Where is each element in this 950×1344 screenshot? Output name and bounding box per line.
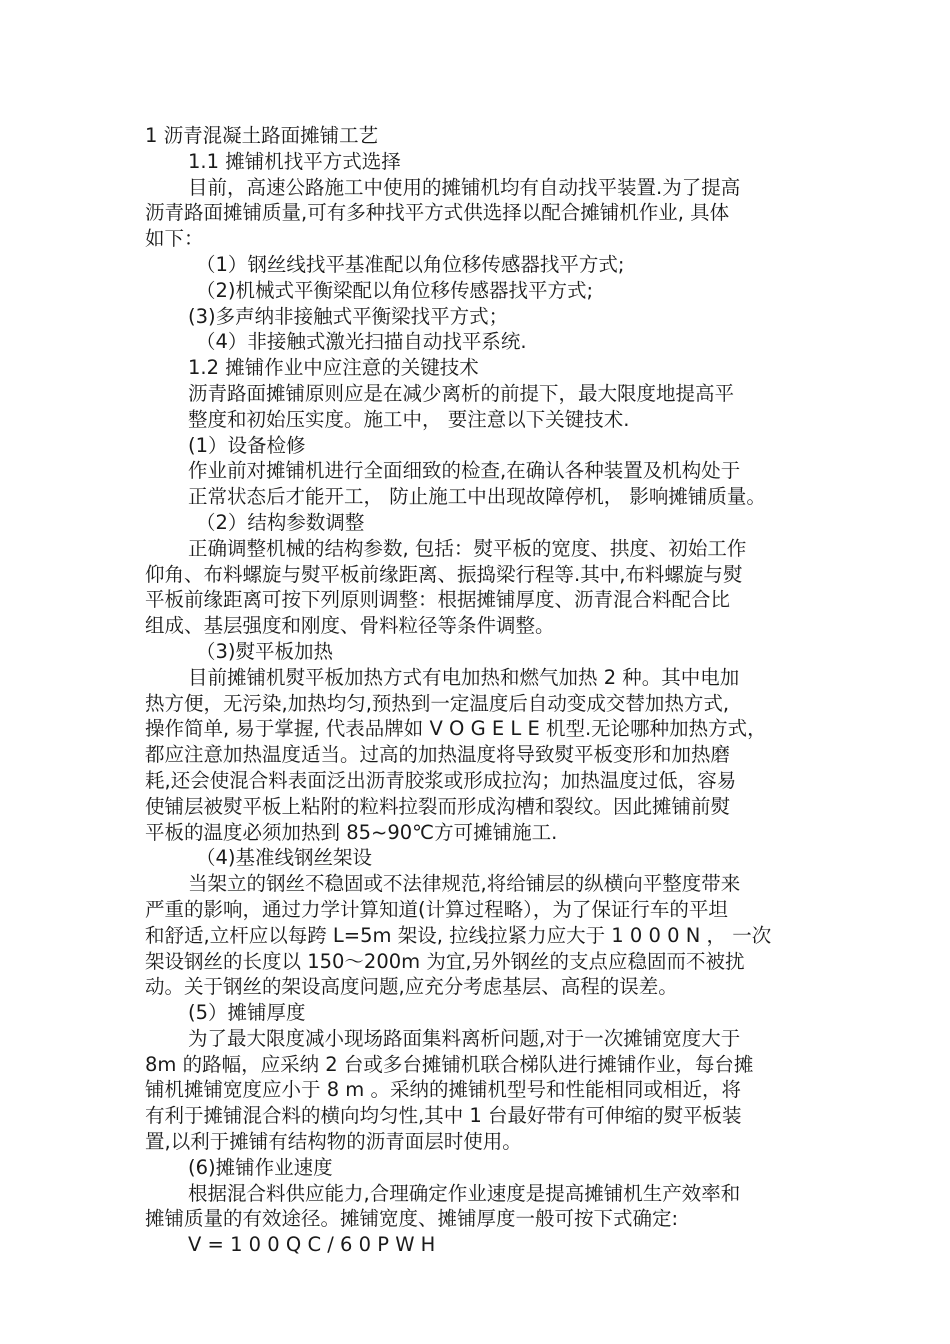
text-line: 为了最大限度减小现场路面集料离析问题,对于一次摊铺宽度大于 — [188, 1026, 741, 1050]
text-line: 正确调整机械的结构参数, 包括：熨平板的宽度、拱度、初始工作 — [188, 536, 747, 560]
text-line: 目前，高速公路施工中使用的摊铺机均有自动找平装置.为了提高 — [188, 175, 741, 199]
text-line: 置,以利于摊铺有结构物的沥青面层时使用。 — [145, 1130, 522, 1154]
text-line: 目前摊铺机熨平板加热方式有电加热和燃气加热 2 种。其中电加 — [188, 665, 740, 689]
text-line: 1.1 摊铺机找平方式选择 — [188, 149, 401, 173]
text-line: 操作简单, 易于掌握, 代表品牌如 V O G E L E 机型.无论哪种加热方式， — [145, 717, 767, 741]
text-line: 和舒适,立杆应以每跨 L=5m 架设, 拉线拉紧力应大于 1 0 0 0 N ， 一次 — [145, 923, 772, 947]
text-line: 8m 的路幅，应采纳 2 台或多台摊铺机联合梯队进行摊铺作业，每台摊 — [145, 1052, 754, 1076]
text-line: V = 1 0 0 Q C / 6 0 P W H — [188, 1233, 436, 1257]
text-line: 动。关于钢丝的架设高度问题,应充分考虑基层、高程的误差。 — [145, 975, 678, 999]
text-line: 当架立的钢丝不稳固或不法律规范,将给铺层的纵横向平整度带来 — [188, 872, 741, 896]
text-line: 都应注意加热温度适当。过高的加热温度将导致熨平板变形和加热磨 — [145, 743, 731, 767]
text-line: 耗,还会使混合料表面泛出沥青胶浆或形成拉沟；加热温度过低，容易 — [145, 768, 737, 792]
text-line: 热方便，无污染,加热均匀,预热到一定温度后自动变成交替加热方式, — [145, 691, 730, 715]
text-line: 1 沥青混凝土路面摊铺工艺 — [145, 124, 379, 147]
text-line: 作业前对摊铺机进行全面细致的检查,在确认各种装置及机构处于 — [188, 459, 741, 483]
text-line: 如下： — [145, 227, 204, 251]
text-line: 整度和初始压实度。施工中， 要注意以下关键技术. — [188, 407, 630, 431]
text-line: 严重的影响，通过力学计算知道(计算过程略），为了保证行车的平坦 — [145, 897, 728, 921]
text-line: （3)熨平板加热 — [196, 639, 334, 663]
text-line: 正常状态后才能开工， 防止施工中出现故障停机， 影响摊铺质量。 — [188, 485, 766, 509]
text-line: 组成、基层强度和刚度、骨料粒径等条件调整。 — [145, 614, 555, 638]
text-line: 平板前缘距离可按下列原则调整：根据摊铺厚度、沥青混合料配合比 — [145, 588, 731, 612]
text-line: （4)基准线钢丝架设 — [196, 846, 373, 870]
text-line: （1）钢丝线找平基准配以角位移传感器找平方式; — [196, 252, 625, 276]
text-line: (3)多声纳非接触式平衡梁找平方式； — [188, 304, 509, 328]
text-line: (6)摊铺作业速度 — [188, 1155, 333, 1179]
text-line: 有利于摊铺混合料的横向均匀性,其中 1 台最好带有可伸缩的熨平板装 — [145, 1104, 742, 1128]
text-line: （2)机械式平衡梁配以角位移传感器找平方式; — [196, 278, 594, 302]
text-line: 1.2 摊铺作业中应注意的关键技术 — [188, 356, 479, 380]
text-line: (1）设备检修 — [188, 433, 306, 457]
document-body — [0, 123, 950, 1258]
text-line: 平板的温度必须加热到 85~90℃方可摊铺施工. — [145, 820, 558, 844]
text-line: 根据混合料供应能力,合理确定作业速度是提高摊铺机生产效率和 — [188, 1181, 741, 1205]
text-line: 铺机摊铺宽度应小于 8 m 。采纳的摊铺机型号和性能相同或相近，将 — [145, 1078, 741, 1102]
text-line: 使铺层被熨平板上粘附的粒料拉裂而形成沟槽和裂纹。因此摊铺前熨 — [145, 794, 731, 818]
text-line: （4）非接触式激光扫描自动找平系统. — [196, 330, 527, 354]
text-line: 沥青路面摊铺原则应是在减少离析的前提下，最大限度地提高平 — [188, 381, 735, 405]
text-line: 沥青路面摊铺质量,可有多种找平方式供选择以配合摊铺机作业, 具体 — [145, 201, 730, 225]
text-line: 摊铺质量的有效途径。摊铺宽度、摊铺厚度一般可按下式确定: — [145, 1207, 679, 1231]
text-line: （2）结构参数调整 — [196, 510, 365, 534]
text-line: (5）摊铺厚度 — [188, 1001, 306, 1025]
text-line: 架设钢丝的长度以 150～200m 为宜,另外钢丝的支点应稳固而不被扰 — [145, 949, 745, 973]
text-line: 仰角、布料螺旋与熨平板前缘距离、振捣梁行程等.其中,布料螺旋与熨 — [145, 562, 743, 586]
